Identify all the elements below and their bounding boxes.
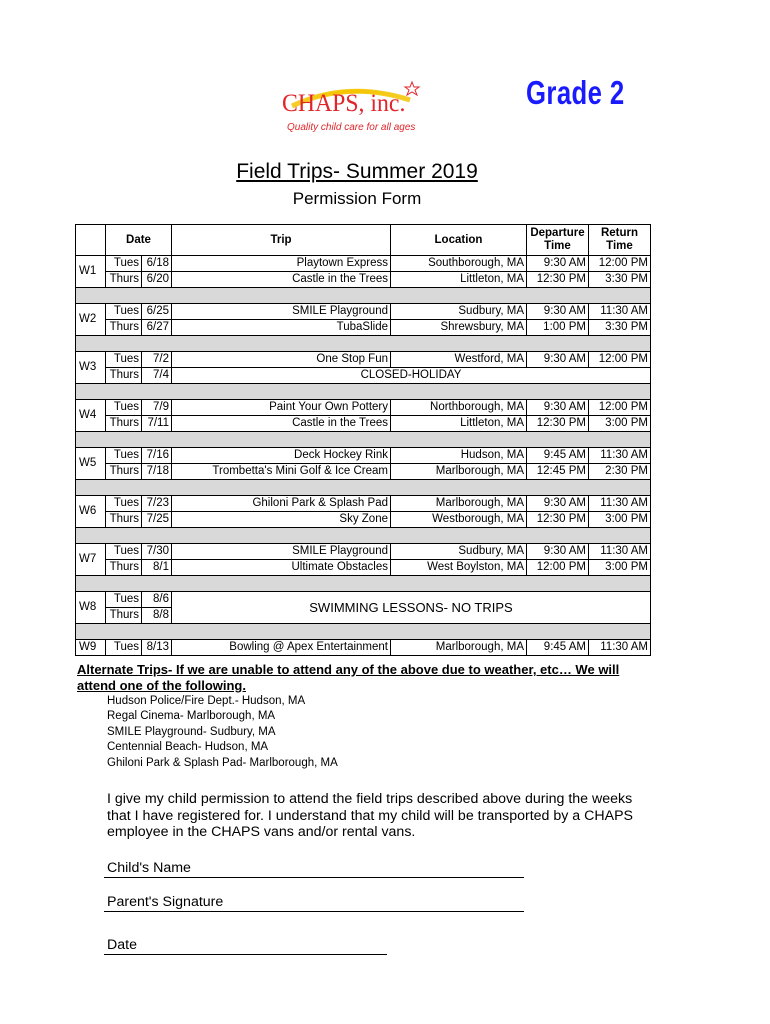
- date-cell: 7/25: [142, 512, 172, 528]
- return-cell: 11:30 AM: [589, 640, 651, 656]
- week-label: W6: [76, 496, 106, 528]
- table-row: [76, 496, 651, 512]
- week-label: W9: [76, 640, 106, 656]
- separator-cell: [76, 576, 651, 592]
- alternate-trips-list: [107, 694, 338, 771]
- week-label: W3: [76, 352, 106, 384]
- day-cell: Thurs: [106, 464, 142, 480]
- table-row: [76, 592, 651, 608]
- date-cell: 6/20: [142, 272, 172, 288]
- return-cell: 12:00 PM: [589, 352, 651, 368]
- chaps-logo: [278, 78, 438, 140]
- parent-signature-field[interactable]: Parent's Signature: [104, 894, 524, 912]
- table-header-row: [76, 225, 651, 256]
- location-cell: Westford, MA: [391, 352, 527, 368]
- day-cell: Thurs: [106, 512, 142, 528]
- departure-cell: 12:30 PM: [527, 512, 589, 528]
- return-cell: 3:00 PM: [589, 512, 651, 528]
- day-cell: Thurs: [106, 272, 142, 288]
- day-cell: Tues: [106, 352, 142, 368]
- return-cell: 11:30 AM: [589, 448, 651, 464]
- departure-cell: 12:45 PM: [527, 464, 589, 480]
- trip-cell: Sky Zone: [172, 512, 391, 528]
- separator-cell: [76, 624, 651, 640]
- header-location: Location: [391, 225, 527, 256]
- separator-cell: [76, 288, 651, 304]
- return-cell: 11:30 AM: [589, 544, 651, 560]
- departure-cell: 9:45 AM: [527, 448, 589, 464]
- header-date: Date: [106, 225, 172, 256]
- trip-cell: Deck Hockey Rink: [172, 448, 391, 464]
- date-cell: 7/11: [142, 416, 172, 432]
- departure-cell: 9:30 AM: [527, 544, 589, 560]
- date-cell: 7/30: [142, 544, 172, 560]
- return-cell: 11:30 AM: [589, 304, 651, 320]
- return-cell: 12:00 PM: [589, 400, 651, 416]
- departure-cell: 9:30 AM: [527, 304, 589, 320]
- date-cell: 7/4: [142, 368, 172, 384]
- day-cell: Tues: [106, 256, 142, 272]
- day-cell: Tues: [106, 592, 142, 608]
- row-note: CLOSED-HOLIDAY: [172, 368, 651, 384]
- week-separator: [76, 432, 651, 448]
- location-cell: Littleton, MA: [391, 272, 527, 288]
- separator-cell: [76, 336, 651, 352]
- trip-cell: SMILE Playground: [172, 544, 391, 560]
- day-cell: Thurs: [106, 416, 142, 432]
- table-row: [76, 640, 651, 656]
- table-row: [76, 544, 651, 560]
- trip-cell: Playtown Express: [172, 256, 391, 272]
- day-cell: Tues: [106, 544, 142, 560]
- table-row: [76, 272, 651, 288]
- week-note: SWIMMING LESSONS- NO TRIPS: [172, 592, 651, 624]
- table-row: [76, 448, 651, 464]
- child-name-field[interactable]: Child's Name: [104, 860, 524, 878]
- header-return: Return Time: [589, 225, 651, 256]
- date-cell: 8/6: [142, 592, 172, 608]
- list-item: Ghiloni Park & Splash Pad- Marlborough, MA: [107, 756, 338, 769]
- week-separator: [76, 528, 651, 544]
- date-field[interactable]: Date: [104, 937, 387, 955]
- table-row: [76, 256, 651, 272]
- location-cell: West Boylston, MA: [391, 560, 527, 576]
- departure-cell: 9:30 AM: [527, 352, 589, 368]
- permission-statement: I give my child permission to attend the field trips described above during the weeks that I have registered for. I understand that my child will be transported by a CHAPS employee in the CHAPS vans and/or rental vans.: [107, 791, 633, 840]
- list-item: Hudson Police/Fire Dept.- Hudson, MA: [107, 695, 306, 707]
- date-cell: 7/16: [142, 448, 172, 464]
- logo-tagline: Quality child care for all ages: [287, 122, 416, 133]
- day-cell: Tues: [106, 400, 142, 416]
- week-label: W5: [76, 448, 106, 480]
- table-row: [76, 304, 651, 320]
- departure-cell: 9:45 AM: [527, 640, 589, 656]
- table-row: [76, 464, 651, 480]
- location-cell: Marlborough, MA: [391, 496, 527, 512]
- week-separator: [76, 480, 651, 496]
- location-cell: Shrewsbury, MA: [391, 320, 527, 336]
- trip-cell: SMILE Playground: [172, 304, 391, 320]
- location-cell: Marlborough, MA: [391, 464, 527, 480]
- page-title-text: Field Trips- Summer 2019: [236, 160, 478, 183]
- date-cell: 6/18: [142, 256, 172, 272]
- week-separator: [76, 288, 651, 304]
- separator-cell: [76, 432, 651, 448]
- week-label: W7: [76, 544, 106, 576]
- date-cell: 8/13: [142, 640, 172, 656]
- day-cell: Tues: [106, 496, 142, 512]
- table-row: [76, 320, 651, 336]
- trip-cell: One Stop Fun: [172, 352, 391, 368]
- trip-cell: Castle in the Trees: [172, 416, 391, 432]
- day-cell: Tues: [106, 640, 142, 656]
- departure-cell: 9:30 AM: [527, 496, 589, 512]
- date-cell: 6/27: [142, 320, 172, 336]
- table-row: [76, 560, 651, 576]
- departure-cell: 9:30 AM: [527, 256, 589, 272]
- separator-cell: [76, 384, 651, 400]
- page-title: [0, 160, 714, 184]
- day-cell: Tues: [106, 448, 142, 464]
- return-cell: 3:30 PM: [589, 272, 651, 288]
- page-subtitle: Permission Form: [292, 189, 422, 208]
- departure-cell: 1:00 PM: [527, 320, 589, 336]
- day-cell: Thurs: [106, 368, 142, 384]
- location-cell: Southborough, MA: [391, 256, 527, 272]
- trip-cell: Ultimate Obstacles: [172, 560, 391, 576]
- field-trip-table: [75, 224, 651, 656]
- date-cell: 8/8: [142, 608, 172, 624]
- trip-cell: Ghiloni Park & Splash Pad: [172, 496, 391, 512]
- date-cell: 7/9: [142, 400, 172, 416]
- header-week: [76, 225, 106, 256]
- day-cell: Thurs: [106, 608, 142, 624]
- table-row: [76, 352, 651, 368]
- table-row: [76, 368, 651, 384]
- week-separator: [76, 336, 651, 352]
- separator-cell: [76, 480, 651, 496]
- return-cell: 3:30 PM: [589, 320, 651, 336]
- departure-cell: 12:00 PM: [527, 560, 589, 576]
- day-cell: Tues: [106, 304, 142, 320]
- week-label: W1: [76, 256, 106, 288]
- table-row: [76, 416, 651, 432]
- departure-cell: 9:30 AM: [527, 400, 589, 416]
- alternate-trips-heading: Alternate Trips- If we are unable to attend any of the above due to weather, etc… We will attend one of the following.: [77, 662, 620, 693]
- date-cell: 7/23: [142, 496, 172, 512]
- return-cell: 11:30 AM: [589, 496, 651, 512]
- table-row: [76, 512, 651, 528]
- return-cell: 3:00 PM: [589, 416, 651, 432]
- return-cell: 2:30 PM: [589, 464, 651, 480]
- header-trip: Trip: [172, 225, 391, 256]
- week-separator: [76, 624, 651, 640]
- return-cell: 3:00 PM: [589, 560, 651, 576]
- grade-label: Grade 2: [526, 74, 625, 111]
- week-label: W2: [76, 304, 106, 336]
- location-cell: Northborough, MA: [391, 400, 527, 416]
- location-cell: Sudbury, MA: [391, 544, 527, 560]
- day-cell: Thurs: [106, 560, 142, 576]
- header-departure: Departure Time: [527, 225, 589, 256]
- week-separator: [76, 384, 651, 400]
- table-row: [76, 400, 651, 416]
- list-item: SMILE Playground- Sudbury, MA: [107, 725, 276, 738]
- date-cell: 7/2: [142, 352, 172, 368]
- trip-cell: Trombetta's Mini Golf & Ice Cream: [172, 464, 391, 480]
- date-cell: 8/1: [142, 560, 172, 576]
- separator-cell: [76, 528, 651, 544]
- location-cell: Marlborough, MA: [391, 640, 527, 656]
- trip-cell: Paint Your Own Pottery: [172, 400, 391, 416]
- list-item: Centennial Beach- Hudson, MA: [107, 741, 269, 754]
- week-label: W8: [76, 592, 106, 624]
- return-cell: 12:00 PM: [589, 256, 651, 272]
- location-cell: Westborough, MA: [391, 512, 527, 528]
- trip-cell: TubaSlide: [172, 320, 391, 336]
- location-cell: Littleton, MA: [391, 416, 527, 432]
- week-label: W4: [76, 400, 106, 432]
- trip-cell: Bowling @ Apex Entertainment: [172, 640, 391, 656]
- week-separator: [76, 576, 651, 592]
- day-cell: Thurs: [106, 320, 142, 336]
- trip-cell: Castle in the Trees: [172, 272, 391, 288]
- location-cell: Sudbury, MA: [391, 304, 527, 320]
- departure-cell: 12:30 PM: [527, 416, 589, 432]
- logo-text: CHAPS, inc.: [282, 90, 406, 117]
- departure-cell: 12:30 PM: [527, 272, 589, 288]
- date-cell: 7/18: [142, 464, 172, 480]
- date-cell: 6/25: [142, 304, 172, 320]
- location-cell: Hudson, MA: [391, 448, 527, 464]
- list-item: Regal Cinema- Marlborough, MA: [107, 710, 276, 723]
